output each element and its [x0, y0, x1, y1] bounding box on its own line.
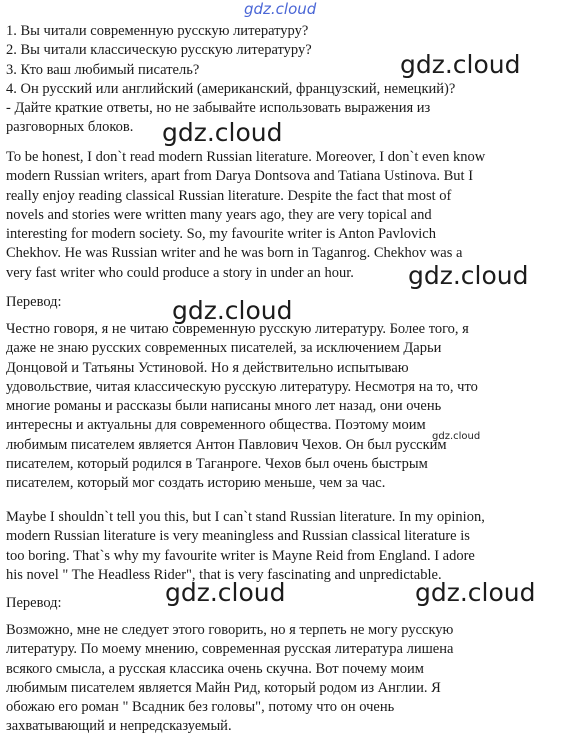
text-line: 2. Вы читали классическую русскую литературу?: [6, 42, 312, 59]
translation-label-text: Перевод:: [6, 294, 62, 310]
watermark-top: gdz.cloud: [244, 0, 317, 18]
text-line: novels and stories were written many years ago, they are very topical and: [6, 206, 432, 223]
text-line: даже не знаю русских современных писателей, за исключением Дарьи: [6, 340, 442, 357]
text-line: любимым писателем является Антон Павлович Чехов. Он был русским: [6, 436, 447, 453]
text-line: интересны и актуальны для современного общества. Поэтому моим: [6, 417, 426, 434]
watermark: gdz.cloud: [165, 578, 286, 607]
text-line: very fast writer who could produce a story in under an hour.: [6, 264, 354, 281]
text-line: многие романы и рассказы были написаны много лет назад, они очень: [6, 398, 442, 415]
answer-1-russian: [6, 320, 558, 494]
text-line: Возможно, мне не следует этого говорить, но я терпеть не могу русскую: [6, 622, 454, 638]
watermark: gdz.cloud: [172, 296, 293, 325]
text-line: Честно говоря, я не читаю современную русскую литературу. Более того, я: [6, 321, 469, 337]
text-line: really enjoy reading classical Russian literature. Despite the fact that most of: [6, 187, 452, 204]
answer-2-russian: [6, 621, 558, 737]
watermark-small: gdz.cloud: [432, 431, 481, 442]
text-line: писателем, который родился в Таганроге. Чехов был очень быстрым: [6, 456, 428, 473]
text-line: modern Russian writers, apart from Darya Dontsova and Tatiana Ustinova. But I: [6, 168, 474, 185]
text-line: литературу. По моему мнению, современная русская литература лишена: [6, 641, 454, 658]
text-line: - Дайте краткие ответы, но не забывайте использовать выражения из: [6, 100, 431, 117]
text-line: всякого смысла, а русская классика очень скучна. Вот почему моим: [6, 660, 424, 677]
text-line: his novel " The Headless Rider", that is very fascinating and unpredictable.: [6, 566, 442, 583]
text-line: 4. Он русский или английский (американский, французский, немецкий)?: [6, 80, 456, 97]
text-line: писателем, который мог создать историю меньше, чем за час.: [6, 475, 386, 492]
text-line: Донцовой и Татьяны Устиновой. Но я действительно испытываю: [6, 359, 409, 376]
text-line: 1. Вы читали современную русскую литературу?: [6, 23, 309, 39]
watermark: gdz.cloud: [162, 118, 283, 147]
text-line: разговорных блоков.: [6, 119, 134, 136]
text-line: 3. Кто ваш любимый писатель?: [6, 61, 200, 78]
watermark: gdz.cloud: [415, 578, 536, 607]
text-line: захватывающий и непредсказуемый.: [6, 718, 232, 735]
text-line: To be honest, I don`t read modern Russian literature. Moreover, I don`t even know: [6, 149, 486, 165]
watermark: gdz.cloud: [408, 261, 529, 290]
text-line: modern Russian literature is very meaningless and Russian classical literature is: [6, 528, 470, 545]
text-line: too boring. That`s why my favourite writer is Mayne Reid from England. I adore: [6, 547, 475, 564]
answer-2-english: [6, 508, 558, 585]
text-line: interesting for modern society. So, my favourite writer is Anton Pavlovich: [6, 226, 436, 243]
text-line: удовольствие, читая классическую русскую литературу. Несмотря на то, что: [6, 378, 478, 395]
text-line: Chekhov. He was Russian writer and he was born in Taganrog. Chekhov was a: [6, 245, 463, 262]
text-line: Maybe I shouldn`t tell you this, but I can`t stand Russian literature. In my opinion,: [6, 509, 485, 525]
watermark: gdz.cloud: [400, 50, 521, 79]
text-line: обожаю его роман " Всадник без головы", потому что он очень: [6, 699, 395, 716]
translation-label-text: Перевод:: [6, 595, 62, 611]
text-line: любимым писателем является Майн Рид, который родом из Англии. Я: [6, 679, 441, 696]
